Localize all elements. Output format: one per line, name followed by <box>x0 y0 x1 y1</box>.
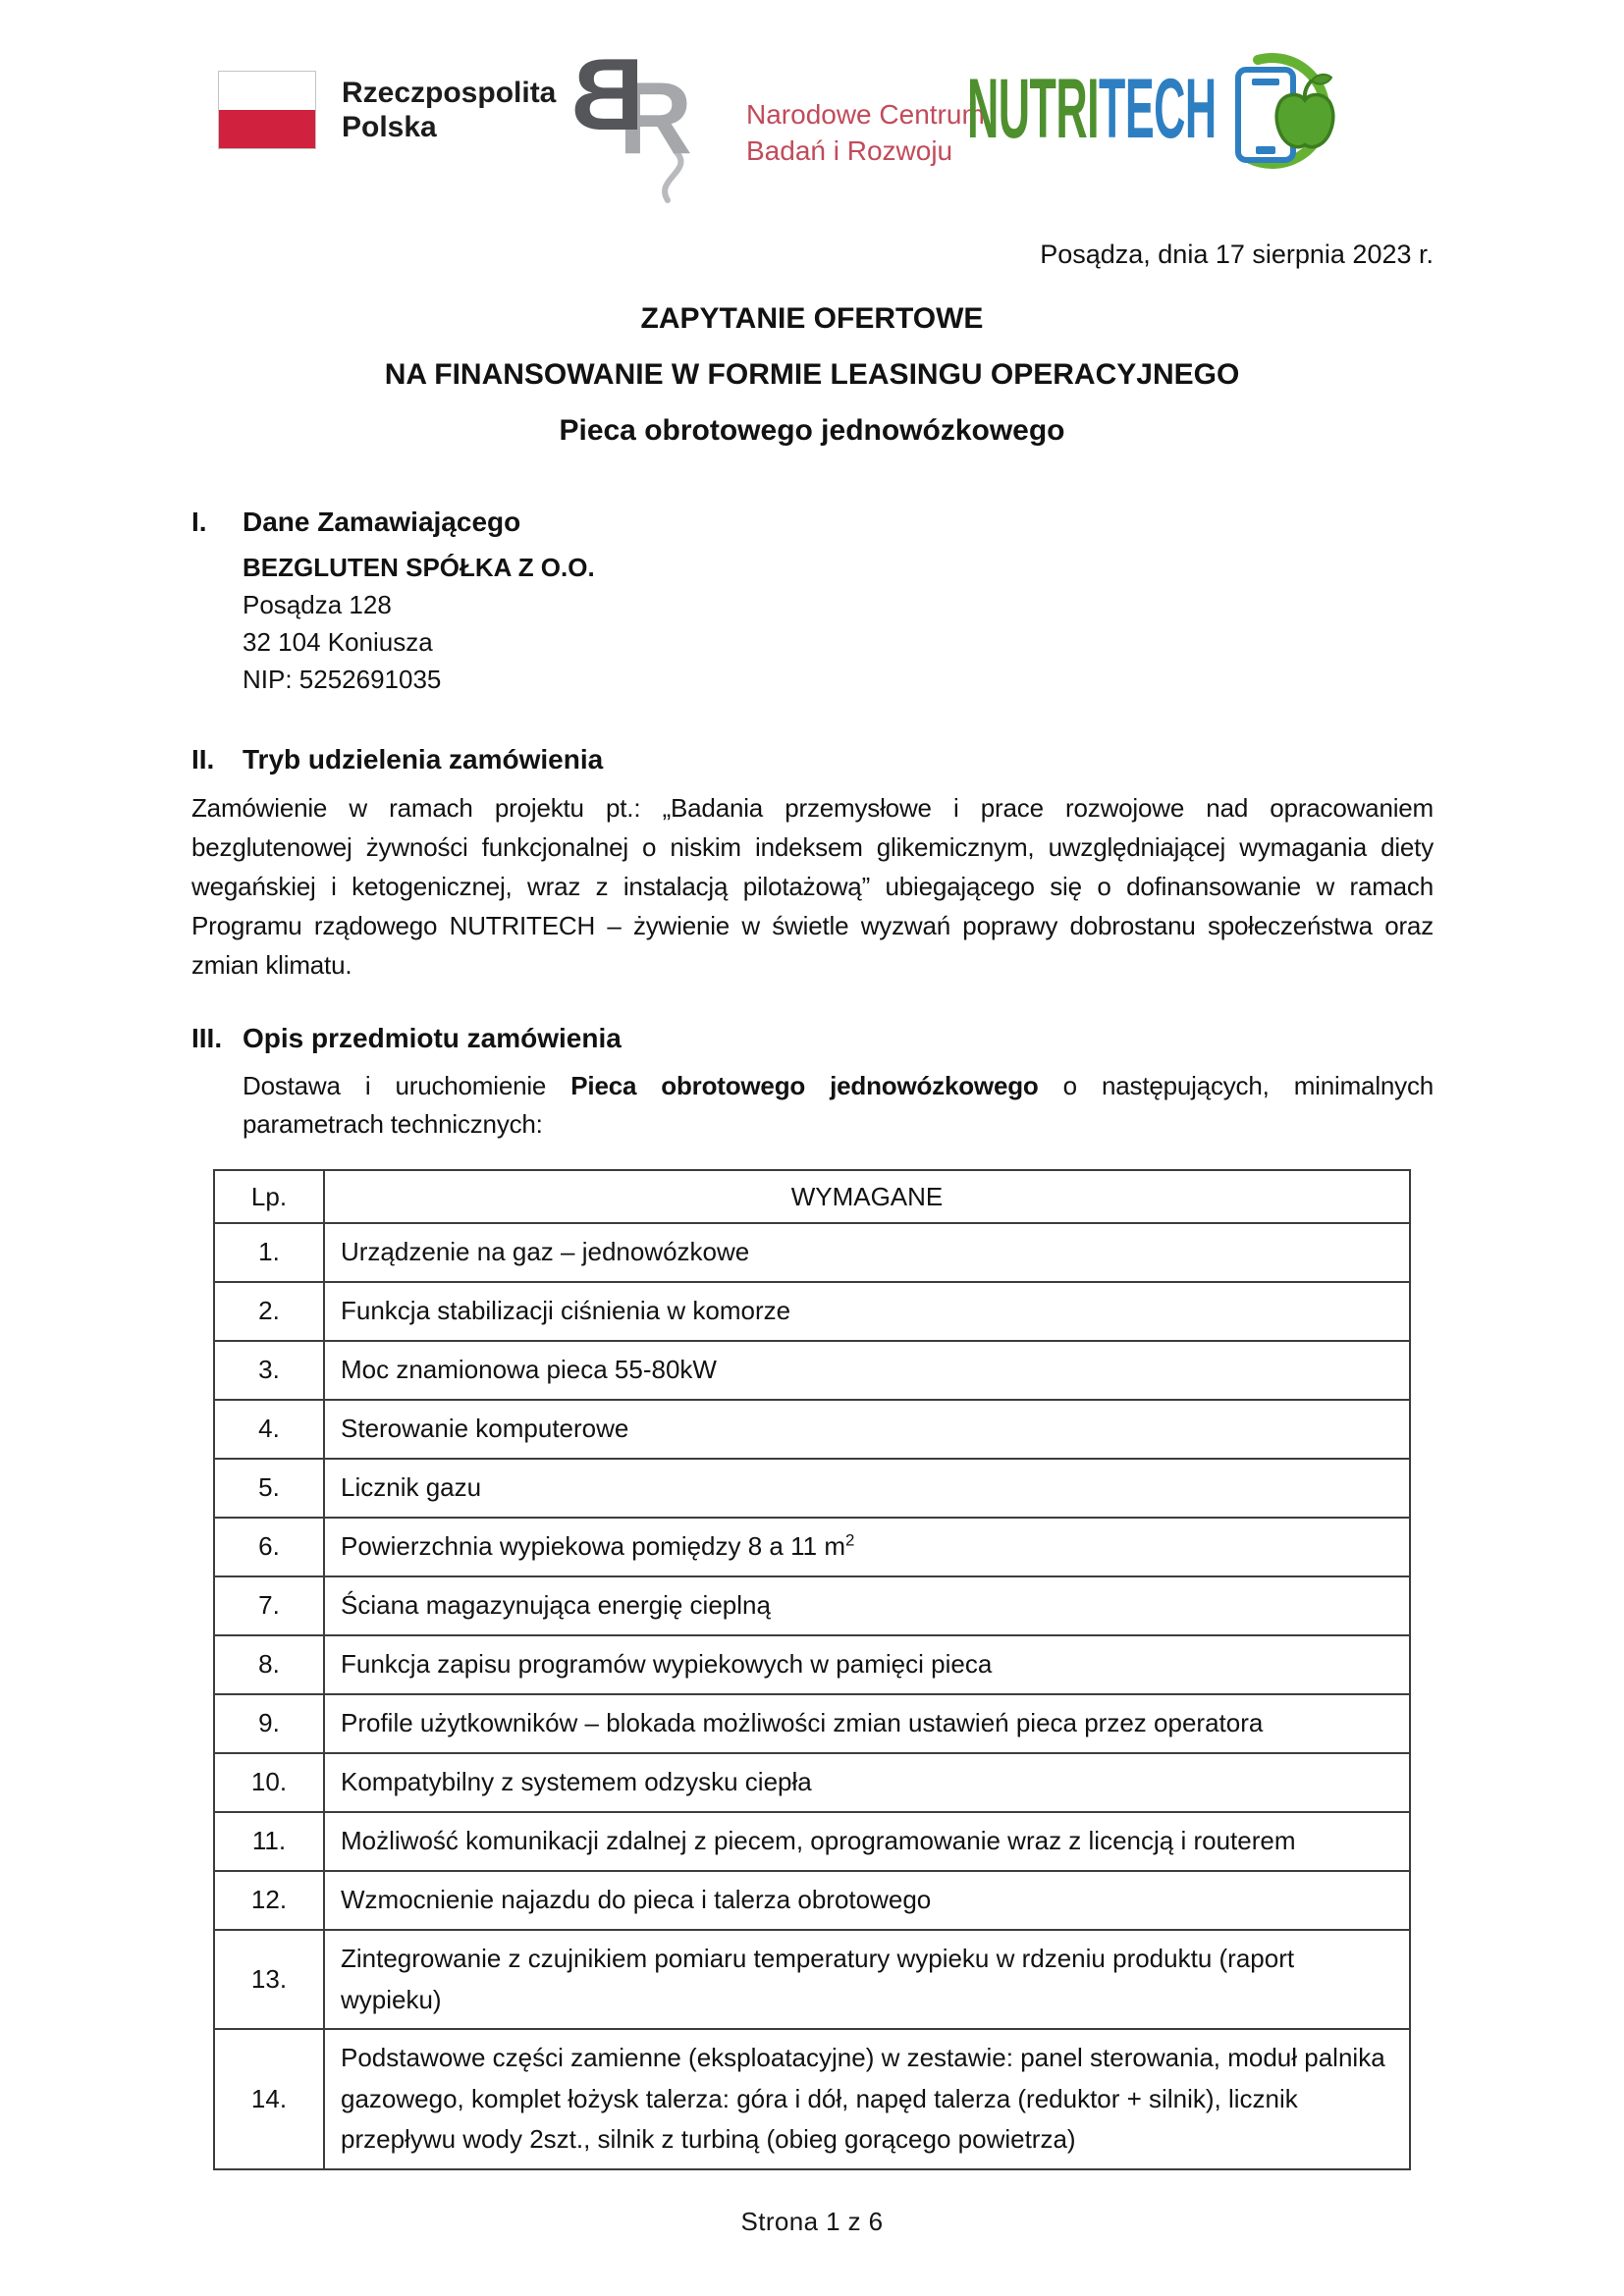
apple-body <box>1276 94 1333 146</box>
title-line-2: NA FINANSOWANIE W FORMIE LEASINGU OPERACYJNEGO <box>384 358 1240 391</box>
ncbr-text-line2: Badań i Rozwoju <box>746 135 953 166</box>
row-number: 3. <box>214 1341 324 1400</box>
row-number: 10. <box>214 1753 324 1812</box>
requirement-text: Moc znamionowa pieca 55-80kW <box>324 1341 1410 1400</box>
table-row <box>214 1576 1410 1635</box>
table-row <box>214 1341 1410 1400</box>
column-header-wymagane: WYMAGANE <box>324 1170 1410 1223</box>
row-number: 4. <box>214 1400 324 1459</box>
table-row <box>214 1400 1410 1459</box>
section-1-title: Dane Zamawiającego <box>243 507 521 537</box>
table-row <box>214 2029 1410 2169</box>
section-3-text-prefix: Dostawa i uruchomienie <box>243 1071 571 1100</box>
document-date: Posądza, dnia 17 sierpnia 2023 r. <box>1040 240 1434 269</box>
requirement-text: Licznik gazu <box>324 1459 1410 1518</box>
table-row <box>214 1518 1410 1576</box>
poland-logo-line2: Polska <box>342 111 437 143</box>
republic-of-poland-logo <box>218 71 556 149</box>
nutritech-logo <box>967 55 1446 168</box>
row-number: 1. <box>214 1223 324 1282</box>
ncbr-logo <box>569 38 985 203</box>
row-number: 6. <box>214 1518 324 1576</box>
company-address-line1: Posądza 128 <box>243 590 392 619</box>
table-header-row <box>214 1170 1410 1223</box>
ncbr-text-line1: Narodowe Centrum <box>746 99 985 130</box>
row-number: 14. <box>214 2029 324 2169</box>
requirement-text: Zintegrowanie z czujnikiem pomiaru temperatury wypieku w rdzeniu produktu (raport wypieku) <box>324 1930 1410 2029</box>
row-number: 11. <box>214 1812 324 1871</box>
phone-apple-icon <box>1215 51 1347 171</box>
poland-flag-icon <box>218 71 316 149</box>
row-number: 13. <box>214 1930 324 2029</box>
requirements-table <box>213 1169 1411 2170</box>
ncbr-letter-b: B <box>569 38 644 152</box>
poland-logo-line1: Rzeczpospolita <box>342 77 557 109</box>
requirement-text: Powierzchnia wypiekowa pomiędzy 8 a 11 $m^2$ <box>324 1518 1410 1576</box>
section-2-numeral: II. <box>191 744 215 774</box>
requirement-text: Ściana magazynująca energię cieplną <box>324 1576 1410 1635</box>
ncbr-monogram-icon <box>569 38 729 203</box>
row-number: 9. <box>214 1694 324 1753</box>
requirement-text: Wzmocnienie najazdu do pieca i talerza obrotowego <box>324 1871 1410 1930</box>
section-3-text-suffix: o następujących, minimalnych parametrach technicznych: <box>243 1071 1435 1139</box>
section-1-heading <box>191 504 1434 541</box>
table-row <box>214 1930 1410 2029</box>
page-number: Strona 1 z 6 <box>740 2207 884 2236</box>
section-1-numeral: I. <box>191 507 207 537</box>
poland-logo-text <box>342 76 556 144</box>
table-row <box>214 1694 1410 1753</box>
section-3-numeral: III. <box>191 1023 223 1053</box>
section-2-paragraph: Zamówienie w ramach projektu pt.: „Badania przemysłowe i prace rozwojowe nad opracowaniem bezglutenowej żywności funkcjonalnej o niskim indeksem glikemicznym, uwzględniającej wymagania diety wegańskiej i ketogenicznej, wraz z instalacją pilotażową” ubiegającego się o dofinansowanie w ramach Programu rządowego NUTRITECH – żywienie w świetle wyzwań poprawy dobrostanu społeczeństwa oraz zmian klimatu. <box>191 793 1434 980</box>
row-number: 12. <box>214 1871 324 1930</box>
table-row <box>214 1812 1410 1871</box>
table-row <box>214 1753 1410 1812</box>
row-number: 7. <box>214 1576 324 1635</box>
requirement-text: Urządzenie na gaz – jednowózkowe <box>324 1223 1410 1282</box>
requirement-text: Możliwość komunikacji zdalnej z piecem, oprogramowanie wraz z licencją i routerem <box>324 1812 1410 1871</box>
row-number: 5. <box>214 1459 324 1518</box>
ncbr-logo-text <box>746 96 985 203</box>
title-line-3: Pieca obrotowego jednowózkowego <box>559 414 1065 447</box>
nutritech-word-tech: TECH <box>1099 62 1217 156</box>
table-row <box>214 1282 1410 1341</box>
row-number: 8. <box>214 1635 324 1694</box>
phone-speaker <box>1252 79 1279 85</box>
section-3-paragraph <box>243 1067 1434 1144</box>
table-row <box>214 1871 1410 1930</box>
requirement-text: Kompatybilny z systemem odzysku ciepła <box>324 1753 1410 1812</box>
table-row <box>214 1635 1410 1694</box>
logo-header <box>0 0 1624 176</box>
phone-home-button <box>1256 146 1275 154</box>
requirement-text: Funkcja zapisu programów wypiekowych w pamięci pieca <box>324 1635 1410 1694</box>
requirement-text: Profile użytkowników – blokada możliwości zmian ustawień pieca przez operatora <box>324 1694 1410 1753</box>
nutritech-wordmark <box>967 55 1217 163</box>
section-2-title: Tryb udzielenia zamówienia <box>243 744 604 774</box>
superscript: 2 <box>844 1530 855 1550</box>
table-row <box>214 1459 1410 1518</box>
document-title <box>0 291 1624 458</box>
requirement-text: Funkcja stabilizacji ciśnienia w komorze <box>324 1282 1410 1341</box>
flag-white-stripe <box>219 72 315 110</box>
section-2-heading <box>191 741 1434 778</box>
section-3-text-bold: Pieca obrotowego jednowózkowego <box>570 1071 1039 1100</box>
row-number: 2. <box>214 1282 324 1341</box>
section-3-heading <box>191 1020 1434 1057</box>
section-3-title: Opis przedmiotu zamówienia <box>243 1023 622 1053</box>
company-address-line2: 32 104 Koniusza <box>243 627 433 657</box>
table-row <box>214 1223 1410 1282</box>
company-nip: NIP: 5252691035 <box>243 665 442 694</box>
requirement-text: Podstawowe części zamienne (eksploatacyjne) w zestawie: panel sterowania, moduł palnika gazowego, komplet łożysk talerza: góra i dół, napęd talerza (reduktor + silnik), licznik przepływu wody 2szt., silnik z turbiną (obieg gorącego powietrza) <box>324 2029 1410 2169</box>
flag-red-stripe <box>219 110 315 148</box>
column-header-lp: Lp. <box>214 1170 324 1223</box>
requirement-text: Sterowanie komputerowe <box>324 1400 1410 1459</box>
company-name: BEZGLUTEN SPÓŁKA Z O.O. <box>243 553 595 582</box>
title-line-1: ZAPYTANIE OFERTOWE <box>640 302 984 335</box>
document-body <box>0 504 1624 2170</box>
nutritech-word-nutri: NUTRI <box>967 62 1100 156</box>
ncbr-letter-r: R <box>619 62 693 176</box>
buyer-details <box>243 549 1434 698</box>
